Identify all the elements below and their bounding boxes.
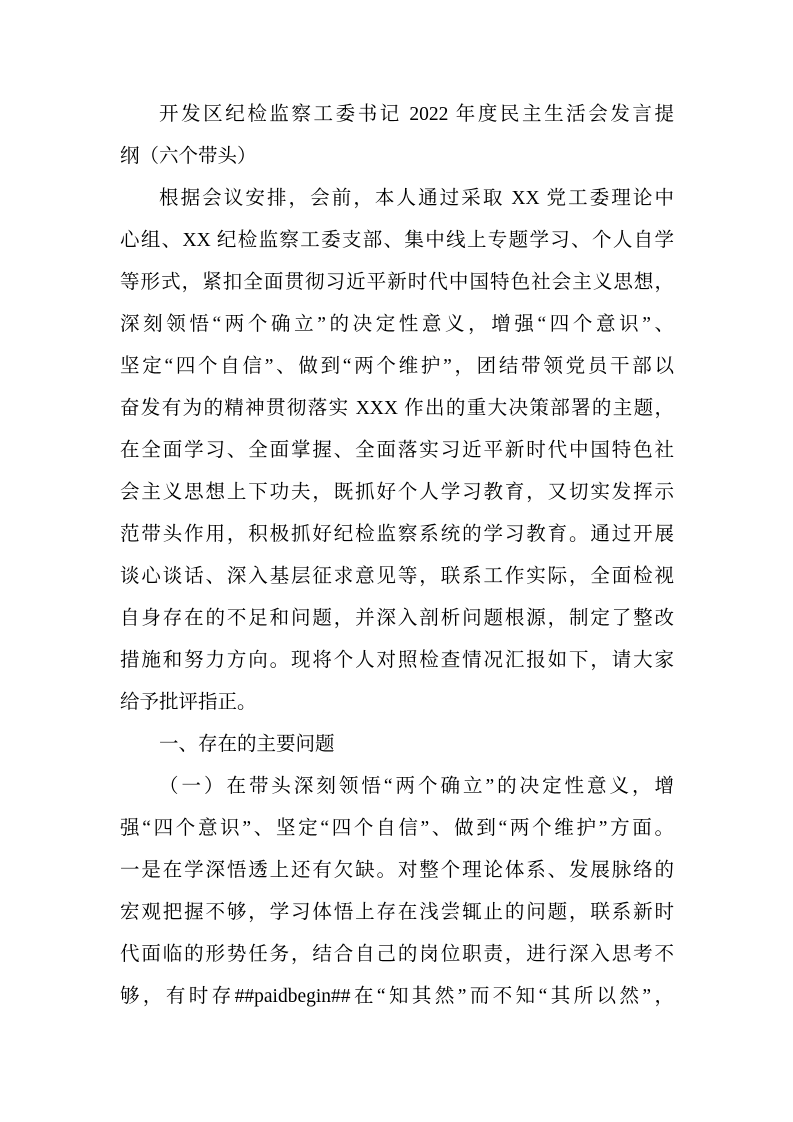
document-body-line: 范带头作用，积极抓好纪检监察系统的学习教育。通过开展 — [120, 524, 674, 545]
document-body-line: 强“四个意识”、坚定“四个自信”、做到“两个维护”方面。 — [120, 818, 674, 839]
document-body-line: 奋发有为的精神贯彻落实 XXX 作出的重大决策部署的主题， — [120, 398, 674, 419]
document-body-line: 宏观把握不够，学习体悟上存在浅尝辄止的问题，联系新时 — [120, 902, 674, 923]
document-body-line: 谈心谈话、深入基层征求意见等，联系工作实际，全面检视 — [120, 566, 674, 587]
document-body-line: 代面临的形势任务，结合自己的岗位职责，进行深入思考不 — [120, 944, 674, 965]
document-body-line: 自身存在的不足和问题，并深入剖析问题根源，制定了整改 — [120, 608, 674, 629]
document-body-line: 在全面学习、全面掌握、全面落实习近平新时代中国特色社 — [120, 440, 674, 461]
document-body-line: 根据会议安排，会前，本人通过采取 XX 党工委理论中 — [159, 188, 674, 209]
document-heading-line: 一、存在的主要问题 — [159, 734, 335, 755]
document-body-line: 心组、XX 纪检监察工委支部、集中线上专题学习、个人自学 — [120, 230, 674, 251]
document-body-line: 够，有时存##paidbegin##在“知其然”而不知“其所以然”， — [120, 986, 674, 1007]
document-body-line: （一）在带头深刻领悟“两个确立”的决定性意义，增 — [159, 776, 674, 797]
document-body — [120, 94, 674, 1018]
document-body-line: 会主义思想上下功夫，既抓好个人学习教育，又切实发挥示 — [120, 482, 674, 503]
document-body-line: 深刻领悟“两个确立”的决定性意义，增强“四个意识”、 — [120, 314, 674, 335]
document-body-line: 措施和努力方向。现将个人对照检查情况汇报如下，请大家 — [120, 650, 674, 671]
document-body-line: 坚定“四个自信”、做到“两个维护”，团结带领党员干部以 — [120, 356, 674, 377]
document-body-line: 等形式，紧扣全面贯彻习近平新时代中国特色社会主义思想， — [120, 272, 674, 293]
document-body-line: 一是在学深悟透上还有欠缺。对整个理论体系、发展脉络的 — [120, 860, 674, 881]
document-title-line: 开发区纪检监察工委书记 2022 年度民主生活会发言提 — [159, 104, 674, 125]
document-body-line: 给予批评指正。 — [120, 692, 257, 713]
document-title-line: 纲（六个带头） — [120, 146, 257, 167]
